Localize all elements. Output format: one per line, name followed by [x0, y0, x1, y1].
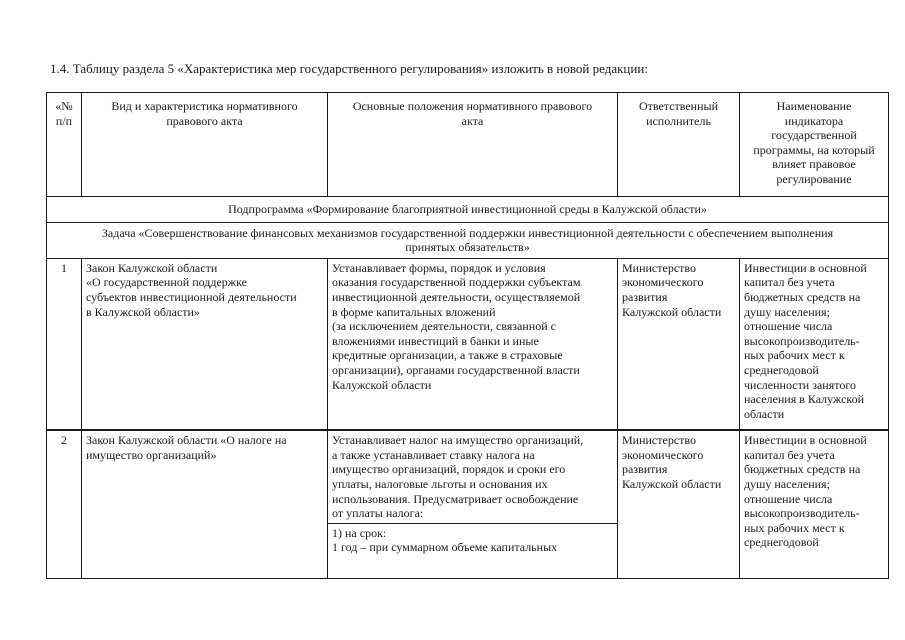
header-act-type — [82, 93, 328, 197]
text-line: государственной — [771, 128, 857, 143]
text-line: капитал без учета — [744, 447, 835, 462]
text-line: имущество организаций, порядок и сроки его — [332, 462, 566, 477]
text-line: организации), органами государственной власти — [332, 362, 580, 377]
text-line: бюджетных средств на — [744, 462, 861, 477]
text-line: бюджетных средств на — [744, 289, 861, 304]
text-line: регулирование — [776, 171, 852, 186]
text-line: Устанавливает формы, порядок и условия — [332, 260, 546, 275]
text-line: высокопроизводитель- — [744, 506, 860, 521]
text-line: Калужской области — [622, 477, 722, 492]
table-row — [47, 430, 889, 578]
text-line: субъектов инвестиционной деятельности — [86, 289, 297, 304]
text-line: отношение числа — [744, 319, 833, 334]
row-executor — [618, 430, 740, 578]
text-line: высокопроизводитель- — [744, 333, 860, 348]
text-line: Основные положения нормативного правового — [352, 99, 593, 113]
subprogram-row — [47, 197, 889, 223]
text-line: Калужской области — [622, 304, 722, 319]
provisions-main — [328, 431, 617, 523]
text-line: ных рабочих мест к — [744, 348, 845, 363]
text-line: (за исключением деятельности, связанной с — [332, 319, 556, 334]
text-line: в форме капитальных вложений — [332, 304, 496, 319]
text-line: Инвестиции в основной — [744, 260, 867, 275]
text-line: численности занятого — [744, 377, 856, 392]
text-line: программы, на который — [753, 142, 875, 157]
regulation-measures-table — [46, 92, 889, 579]
text-line: отношение числа — [744, 491, 833, 506]
text-line: акта — [461, 113, 484, 128]
row-indicator — [740, 430, 889, 578]
task-title — [47, 222, 889, 258]
header-executor — [618, 93, 740, 197]
text-line: принятых обязательств» — [405, 240, 530, 255]
text-line: развития — [622, 462, 668, 477]
text-line: п/п — [55, 113, 73, 128]
text-line: капитал без учета — [744, 275, 835, 290]
text-line: развития — [622, 289, 668, 304]
text-line: Наименование — [776, 99, 852, 113]
text-line: Закон Калужской области — [86, 260, 218, 275]
text-line: ных рабочих мест к — [744, 520, 845, 535]
text-line: населения в Калужской — [744, 392, 865, 407]
text-line: использования. Предусматривает освобождение — [332, 491, 579, 506]
text-line: Инвестиции в основной — [744, 433, 867, 448]
row-executor — [618, 258, 740, 430]
text-line: влияет правовое — [772, 157, 856, 172]
row-provisions — [328, 430, 618, 578]
text-line: в Калужской области» — [86, 304, 200, 319]
text-line: 1) на срок: — [332, 525, 387, 540]
provisions-sub — [328, 523, 617, 557]
text-line: Закон Калужской области «О налоге на — [86, 433, 287, 448]
row-act — [82, 258, 328, 430]
table-header-row — [47, 93, 889, 197]
text-line: душу населения; — [744, 304, 830, 319]
text-line: Министерство — [622, 433, 696, 448]
text-line: имущество организаций» — [86, 447, 217, 462]
text-line: кредитные организации, а также в страховые — [332, 348, 563, 363]
text-line: правового акта — [166, 113, 243, 128]
text-line: а также устанавливает ставку налога на — [332, 447, 535, 462]
text-line: экономического — [622, 275, 704, 290]
text-line: исполнитель — [646, 113, 711, 128]
text-line: Задача «Совершенствование финансовых механизмов государственной поддержки инвестиционной деятельности с обеспечением выполнения — [101, 225, 834, 240]
text-line: среднегодовой — [744, 535, 819, 550]
row-indicator — [740, 258, 889, 430]
text-line: среднегодовой — [744, 362, 819, 377]
text-line: области — [744, 406, 785, 421]
text-line: оказания государственной поддержки субъектам — [332, 275, 581, 290]
table-row — [47, 258, 889, 430]
task-row — [47, 222, 889, 258]
text-line: вложениями инвестиций в банки и иные — [332, 333, 539, 348]
intro-paragraph: 1.4. Таблицу раздела 5 «Характеристика мер государственного регулирования» изложить в новой редакции: — [50, 61, 648, 76]
text-line: Вид и характеристика нормативного — [111, 99, 298, 113]
text-line: уплаты, налоговые льготы и основания их — [332, 477, 548, 492]
header-indicator — [740, 93, 889, 197]
text-line: душу населения; — [744, 477, 830, 492]
text-line: Устанавливает налог на имущество организаций, — [332, 433, 584, 448]
text-line: от уплаты налога: — [332, 506, 424, 521]
text-line: Ответственный — [638, 99, 719, 113]
subprogram-title: Подпрограмма «Формирование благоприятной инвестиционной среды в Калужской области» — [47, 197, 889, 223]
row-number: 1 — [47, 258, 82, 430]
text-line: инвестиционной деятельности, осуществляемой — [332, 289, 581, 304]
text-line: экономического — [622, 447, 704, 462]
row-number: 2 — [47, 430, 82, 578]
text-line: 1 год – при суммарном объеме капитальных — [332, 540, 558, 555]
text-line: Министерство — [622, 260, 696, 275]
text-line: «О государственной поддержке — [86, 275, 247, 290]
header-number — [47, 93, 82, 197]
text-line: индикатора — [784, 113, 844, 128]
row-act — [82, 430, 328, 578]
text-line: «№ — [55, 99, 73, 113]
text-line: Калужской области — [332, 377, 432, 392]
row-provisions — [328, 258, 618, 430]
header-provisions — [328, 93, 618, 197]
